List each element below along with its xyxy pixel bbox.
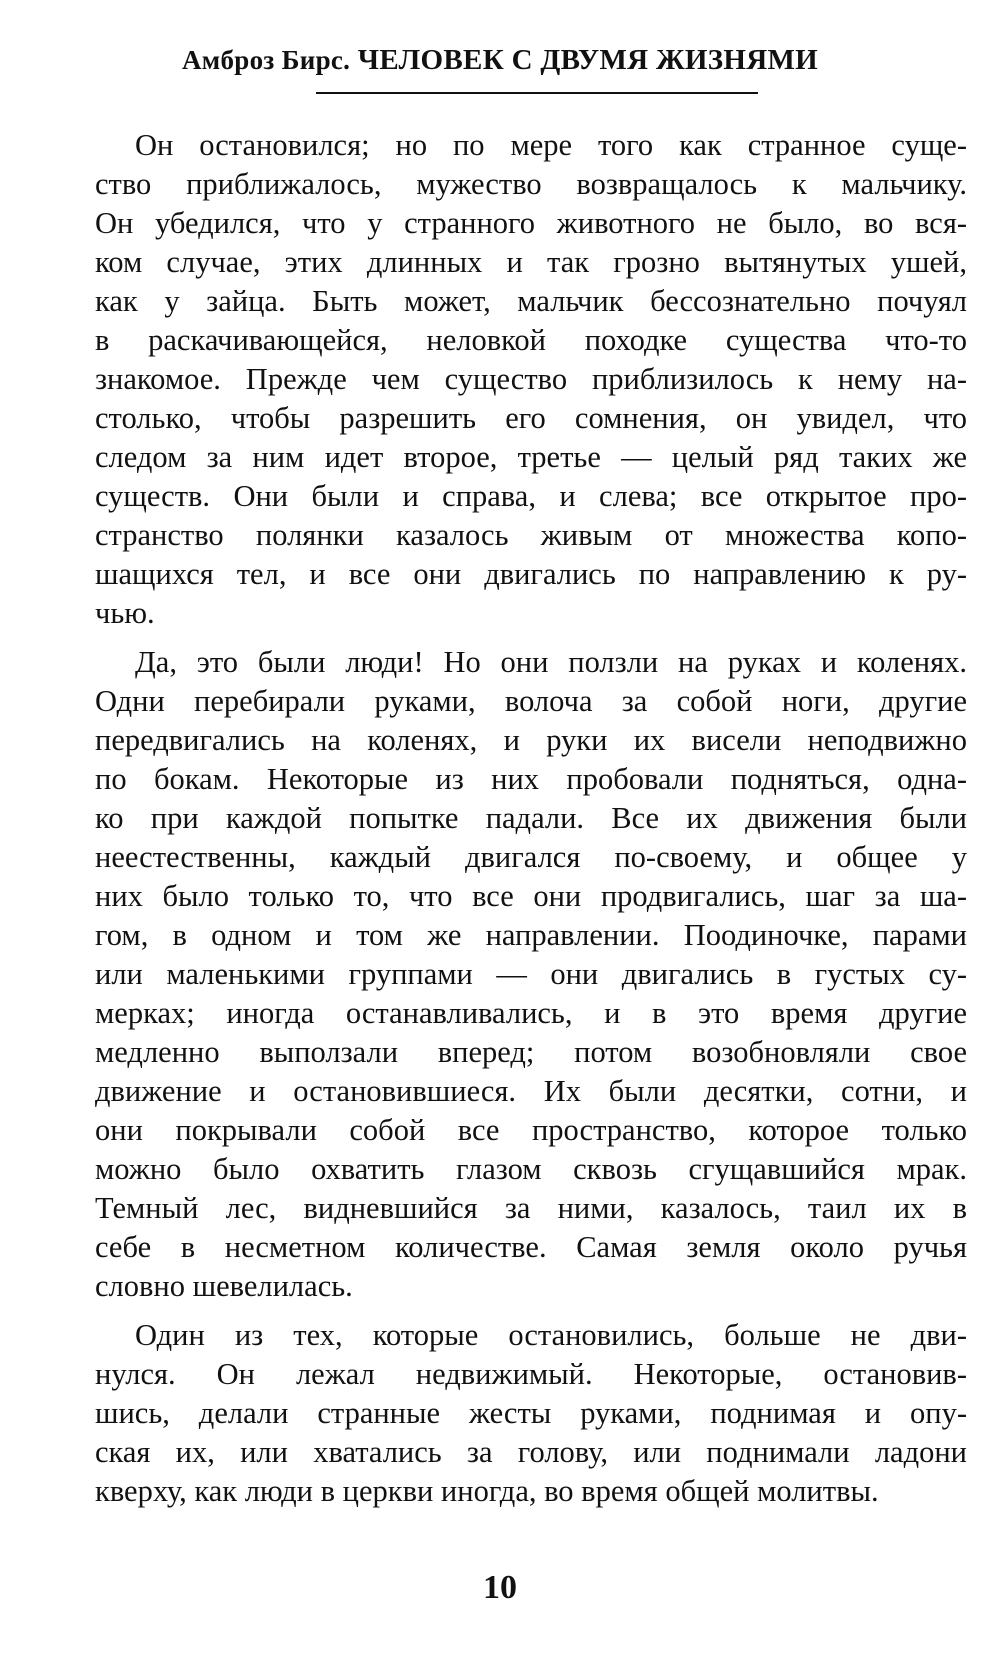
text-line: знакомое. Прежде чем существо приблизилось к нему на- — [95, 362, 967, 396]
text-line: словно шевелилась. — [95, 1269, 353, 1303]
text-line: следом за ним идет второе, третье — целый ряд таких же — [95, 440, 967, 474]
text-line: неестественны, каждый двигался по-своему, и общее у — [95, 840, 967, 874]
text-line: ком случае, этих длинных и так грозно вытянутых ушей, — [95, 245, 967, 279]
text-line: медленно выползали вперед; потом возобновляли свое — [95, 1035, 967, 1069]
running-head-title: ЧЕЛОВЕК С ДВУМЯ ЖИЗНЯМИ — [357, 44, 819, 76]
running-head — [0, 40, 1000, 80]
text-line: странство полянки казалось живым от множества копо- — [95, 518, 967, 552]
text-line: как у зайца. Быть может, мальчик бессознательно почуял — [95, 284, 967, 318]
text-line: них было только то, что все они продвигались, шаг за ша- — [95, 879, 967, 913]
text-line: мерках; иногда останавливались, и в это время другие — [95, 996, 967, 1030]
running-head-author: Амброз Бирс. — [181, 45, 351, 75]
text-line: шащихся тел, и все они двигались по направлению к ру- — [95, 557, 967, 591]
text-line: Он убедился, что у странного животного не было, во вся- — [95, 206, 967, 240]
text-line: ство приближалось, мужество возвращалось к мальчику. — [95, 167, 967, 201]
text-line: ская их, или хватались за голову, или поднимали ладони — [95, 1435, 967, 1469]
paragraph — [95, 643, 967, 1306]
text-line: кверху, как люди в церкви иногда, во время общей молитвы. — [95, 1474, 879, 1508]
paragraph — [95, 1316, 967, 1511]
text-line: ко при каждой попытке падали. Все их движения были — [95, 801, 967, 835]
text-line: существ. Они были и справа, и слева; все открытое про- — [95, 479, 967, 513]
text-line: можно было охватить глазом сквозь сгущавшийся мрак. — [95, 1152, 967, 1186]
text-line: движение и остановившиеся. Их были десятки, сотни, и — [95, 1074, 967, 1108]
text-line: гом, в одном и том же направлении. Поодиночке, парами — [95, 918, 967, 952]
text-line: Да, это были люди! Но они ползли на руках и коленях. — [135, 645, 967, 679]
paragraph — [95, 126, 967, 633]
text-line: шись, делали странные жесты руками, поднимая и опу- — [95, 1396, 967, 1430]
text-line: Темный лес, видневшийся за ними, казалось, таил их в — [95, 1191, 967, 1225]
text-line: Он остановился; но по мере того как странное суще- — [135, 128, 967, 162]
text-line: передвигались на коленях, и руки их висели неподвижно — [95, 723, 967, 757]
text-line: нулся. Он лежал недвижимый. Некоторые, остановив- — [95, 1357, 967, 1391]
text-line: Один из тех, которые остановились, больше не дви- — [135, 1318, 967, 1352]
text-line: они покрывали собой все пространство, которое только — [95, 1113, 967, 1147]
text-line: в раскачивающейся, неловкой походке существа что-то — [95, 323, 967, 357]
header-rule — [316, 92, 758, 94]
page-number: 10 — [483, 1569, 517, 1606]
text-line: себе в несметном количестве. Самая земля около ручья — [95, 1230, 967, 1264]
text-line: Одни перебирали руками, волоча за собой ноги, другие — [95, 684, 967, 718]
body-text — [95, 126, 967, 1521]
text-line: по бокам. Некоторые из них пробовали подняться, одна- — [95, 762, 967, 796]
text-line: столько, чтобы разрешить его сомнения, он увидел, что — [95, 401, 967, 435]
text-line: или маленькими группами — они двигались в густых су- — [95, 957, 967, 991]
text-line: чью. — [95, 596, 155, 630]
